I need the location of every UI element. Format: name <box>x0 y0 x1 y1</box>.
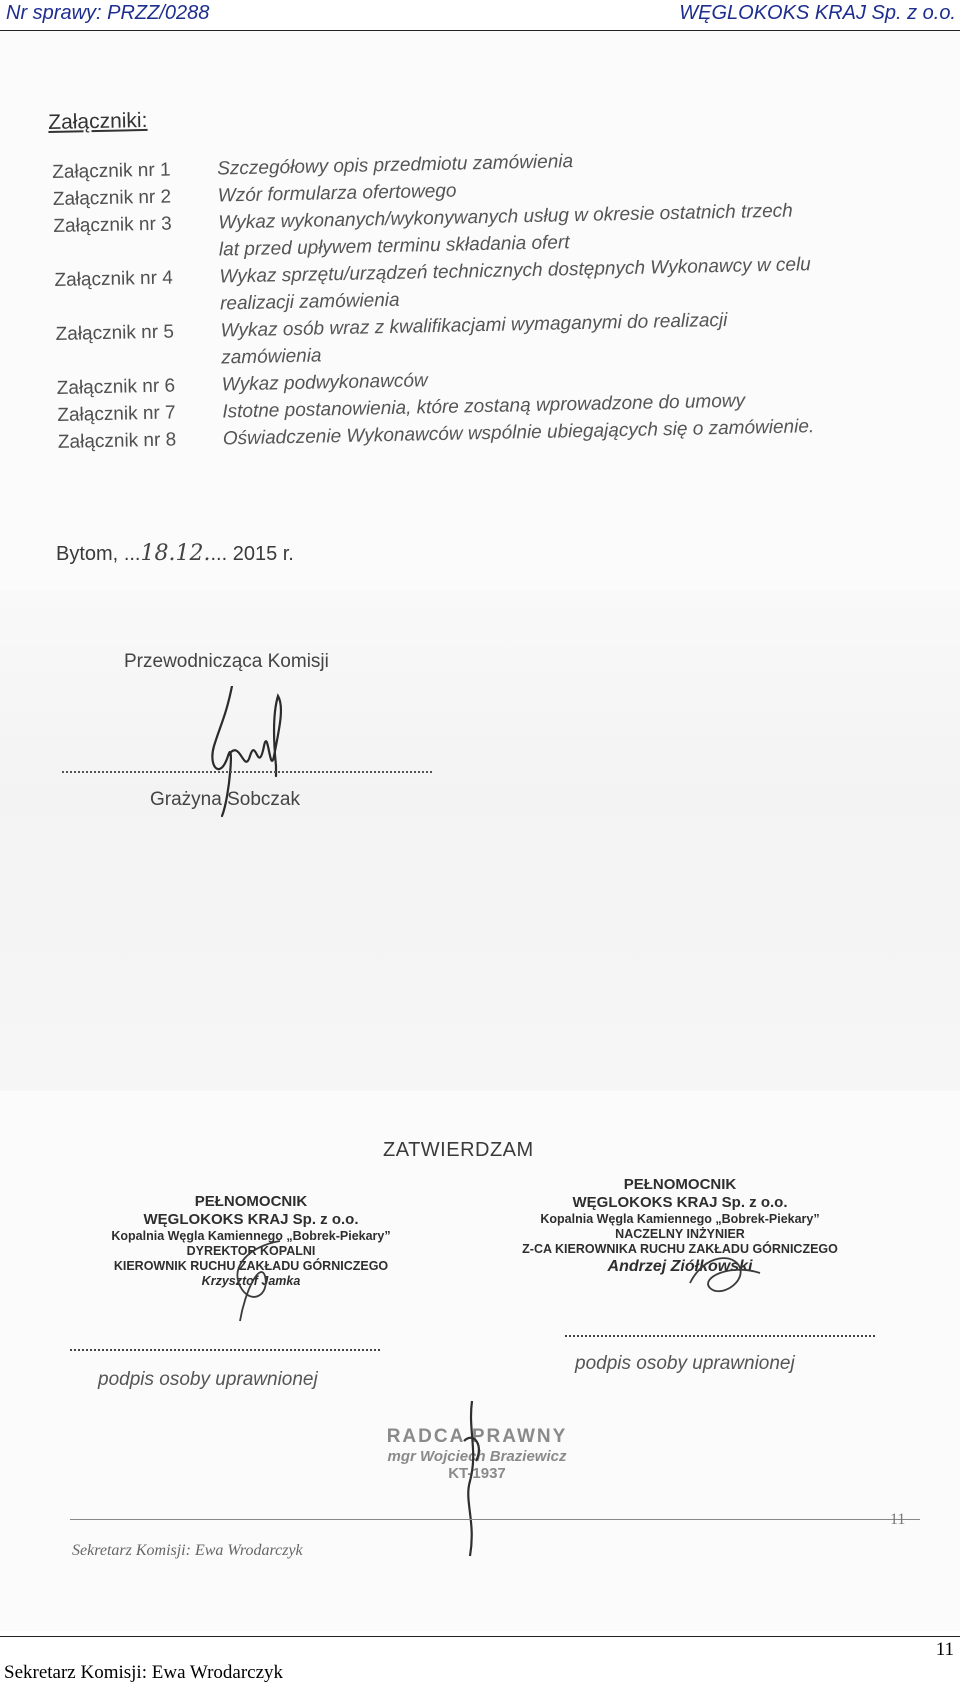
left-signature-line <box>70 1349 380 1351</box>
attachments-title: Załączniki: <box>48 108 148 134</box>
scan-page-number: 11 <box>890 1511 906 1528</box>
left-approval-signature <box>210 1236 300 1326</box>
attachment-description: Oświadczenie Wykonawców wspólnie ubiegających się o zamówienie. <box>222 416 815 450</box>
attachments-list <box>52 141 918 456</box>
right-approval-signature <box>680 1243 770 1313</box>
attachment-description: Wzór formularza ofertowego <box>217 180 457 207</box>
place-name: Bytom, <box>56 543 119 565</box>
dotted-fill: ... <box>210 543 228 565</box>
attachment-number: Załącznik nr 5 <box>55 321 175 345</box>
attachment-number: Załącznik nr 7 <box>57 402 176 426</box>
right-signature-line <box>565 1335 875 1337</box>
scan-footer-line <box>70 1519 920 1520</box>
attachment-number: Załącznik nr 2 <box>52 186 172 210</box>
footer-page-number: 11 <box>935 1639 954 1660</box>
left-signature-caption: podpis osoby uprawnionej <box>98 1369 318 1390</box>
dotted-fill: ... <box>123 543 141 565</box>
signature-line <box>62 771 432 773</box>
attachment-description: Wykaz osób wraz z kwalifikacjami wymaganymi do realizacji zamówienia <box>220 309 728 369</box>
footer-line <box>0 1636 960 1637</box>
legal-counsel-stamp: RADCA PRAWNY mgr Wojciech Braziewicz KT-1937 <box>386 1426 568 1483</box>
attachment-number: Załącznik nr 4 <box>54 267 174 291</box>
place-date <box>56 541 294 566</box>
scanned-page <box>0 31 960 1631</box>
handwritten-date: 18.12. <box>140 541 211 566</box>
attachment-description: Wykaz sprzętu/urządzeń technicznych dostępnych Wykonawcy w celu realizacji zamówienia <box>219 254 811 315</box>
attachment-number: Załącznik nr 3 <box>53 213 172 237</box>
attachment-number: Załącznik nr 6 <box>56 375 176 399</box>
right-approval-stamp: PEŁNOMOCNIK WĘGLOKOKS KRAJ Sp. z o.o. Kopalnia Węgla Kamiennego „Bobrek-Piekary” NACZELNY INŻYNIER Z-CA KIEROWNIKA RUCHU ZAKŁADU GÓRNICZEGO Andrzej Ziółkowski <box>522 1176 838 1275</box>
attachment-number: Załącznik nr 1 <box>52 159 171 183</box>
approval-heading: ZATWIERDZAM <box>383 1139 534 1161</box>
attachment-number: Załącznik nr 8 <box>57 429 177 453</box>
attachment-description: Wykaz podwykonawców <box>221 370 428 396</box>
chair-title: Przewodnicząca Komisji <box>124 651 329 672</box>
date-year: 2015 r. <box>232 543 294 565</box>
footer-secretary: Sekretarz Komisji: Ewa Wrodarczyk <box>4 1662 284 1683</box>
page-header <box>0 0 960 31</box>
attachment-description: Istotne postanowienia, które zostaną wprowadzone do umowy <box>222 390 746 423</box>
attachment-description: Szczegółowy opis przedmiotu zamówienia <box>217 151 574 180</box>
right-signature-caption: podpis osoby uprawnionej <box>575 1353 795 1374</box>
left-approval-stamp: PEŁNOMOCNIK WĘGLOKOKS KRAJ Sp. z o.o. Kopalnia Węgla Kamiennego „Bobrek-Piekary” DYREKTOR KOPALNI KIEROWNIK RUCHU ZAKŁADU GÓRNICZEGO Krzysztof Jamka <box>111 1193 391 1288</box>
scan-secretary: Sekretarz Komisji: Ewa Wrodarczyk <box>72 1542 303 1559</box>
attachment-description: Wykaz wykonanych/wykonywanych usług w okresie ostatnich trzech lat przed upływem terminu składania ofert <box>218 200 793 261</box>
chair-name: Grażyna Sobczak <box>150 789 300 810</box>
company-name: WĘGLOKOKS KRAJ Sp. z o.o. <box>679 2 956 24</box>
case-number: Nr sprawy: PRZZ/0288 <box>6 2 210 24</box>
legal-counsel-signature <box>450 1401 500 1561</box>
